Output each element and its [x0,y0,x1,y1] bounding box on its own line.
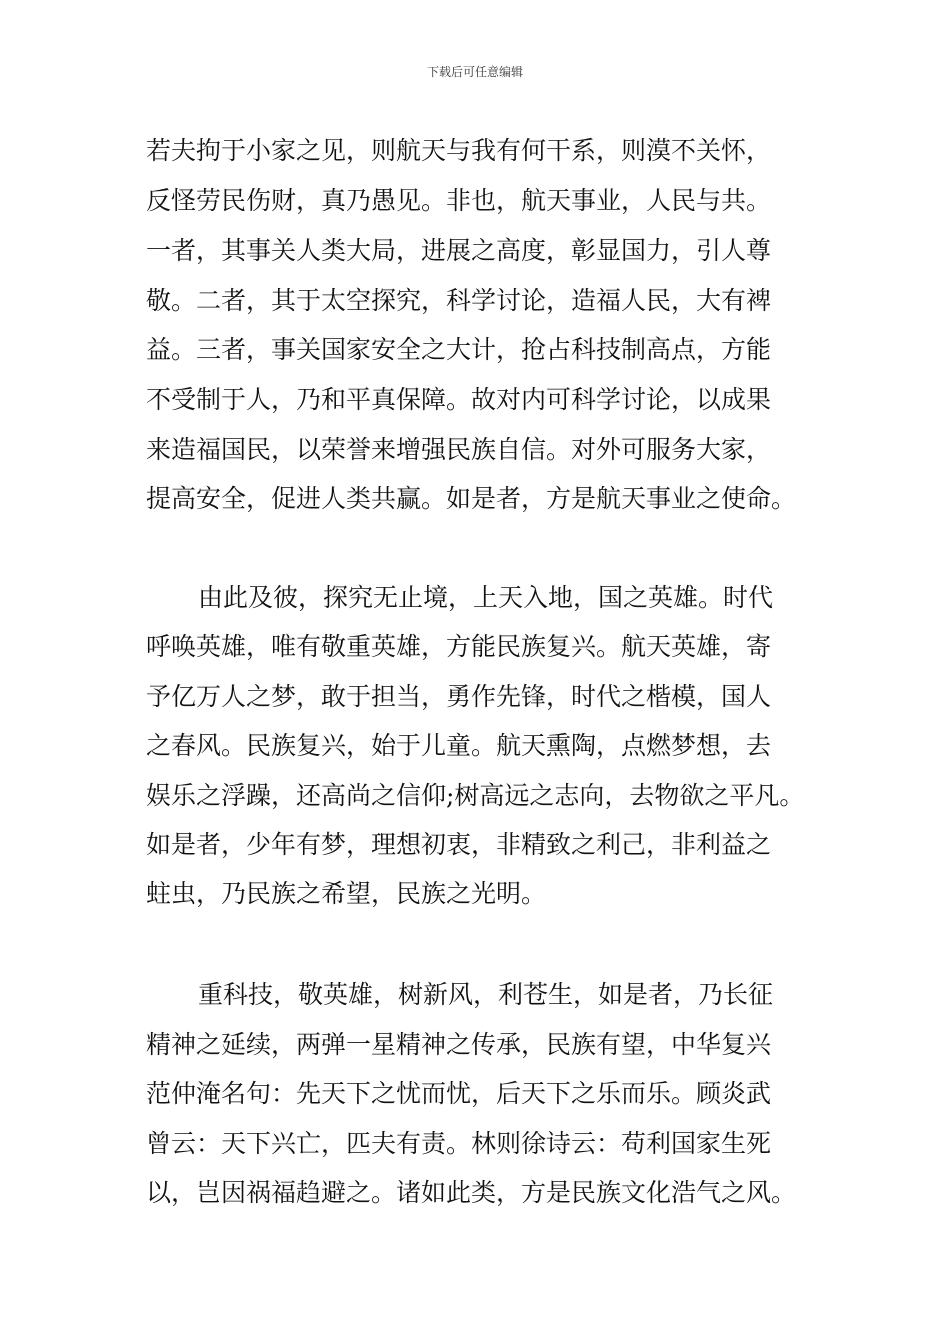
text-line: 敬。二者，其于太空探究，科学讨论，造福人民，大有裨 [146,286,772,315]
text-line: 以，岂因祸福趋避之。诸如此类，方是民族文化浩气之风。 [146,1178,797,1207]
text-line: 反怪劳民伤财，真乃愚见。非也，航天事业，人民与共。 [146,186,772,215]
text-line: 蛀虫，乃民族之希望，民族之光明。 [146,879,547,908]
text-line: 娱乐之浮躁，还高尚之信仰;树高远之志向，去物欲之平凡。 [146,781,805,810]
text-line: 益。三者，事关国家安全之大计，抢占科技制高点，方能 [146,335,772,364]
text-line: 范仲淹名句：先天下之忧而忧，后天下之乐而乐。顾炎武 [146,1079,772,1108]
text-line: 精神之延续，两弹一星精神之传承，民族有望，中华复兴 [146,1030,772,1059]
text-line: 如是者，少年有梦，理想初衷，非精致之利己，非利益之 [146,830,772,859]
text-line: 一者，其事关人类大局，进展之高度，彰显国力，引人尊 [146,236,772,265]
text-line: 提高安全，促进人类共赢。如是者，方是航天事业之使命。 [146,484,797,513]
text-line: 之春风。民族复兴，始于儿童。航天熏陶，点燃梦想，去 [146,731,772,760]
text-line: 若夫拘于小家之见，则航天与我有何干系，则漠不关怀， [146,136,772,165]
text-line: 予亿万人之梦，敢于担当，勇作先锋，时代之楷模，国人 [146,682,772,711]
page-header: 下载后可任意编辑 [426,65,523,79]
text-line: 曾云：天下兴亡，匹夫有责。林则徐诗云：苟利国家生死 [146,1129,772,1158]
text-line: 重科技，敬英雄，树新风，利苍生，如是者，乃长征 [198,980,774,1009]
text-line: 不受制于人，乃和平真保障。故对内可科学讨论，以成果 [146,385,772,414]
text-line: 由此及彼，探究无止境，上天入地，国之英雄。时代 [198,583,774,612]
text-line: 来造福国民，以荣誉来增强民族自信。对外可服务大家， [146,435,772,464]
text-line: 呼唤英雄，唯有敬重英雄，方能民族复兴。航天英雄，寄 [146,632,772,661]
